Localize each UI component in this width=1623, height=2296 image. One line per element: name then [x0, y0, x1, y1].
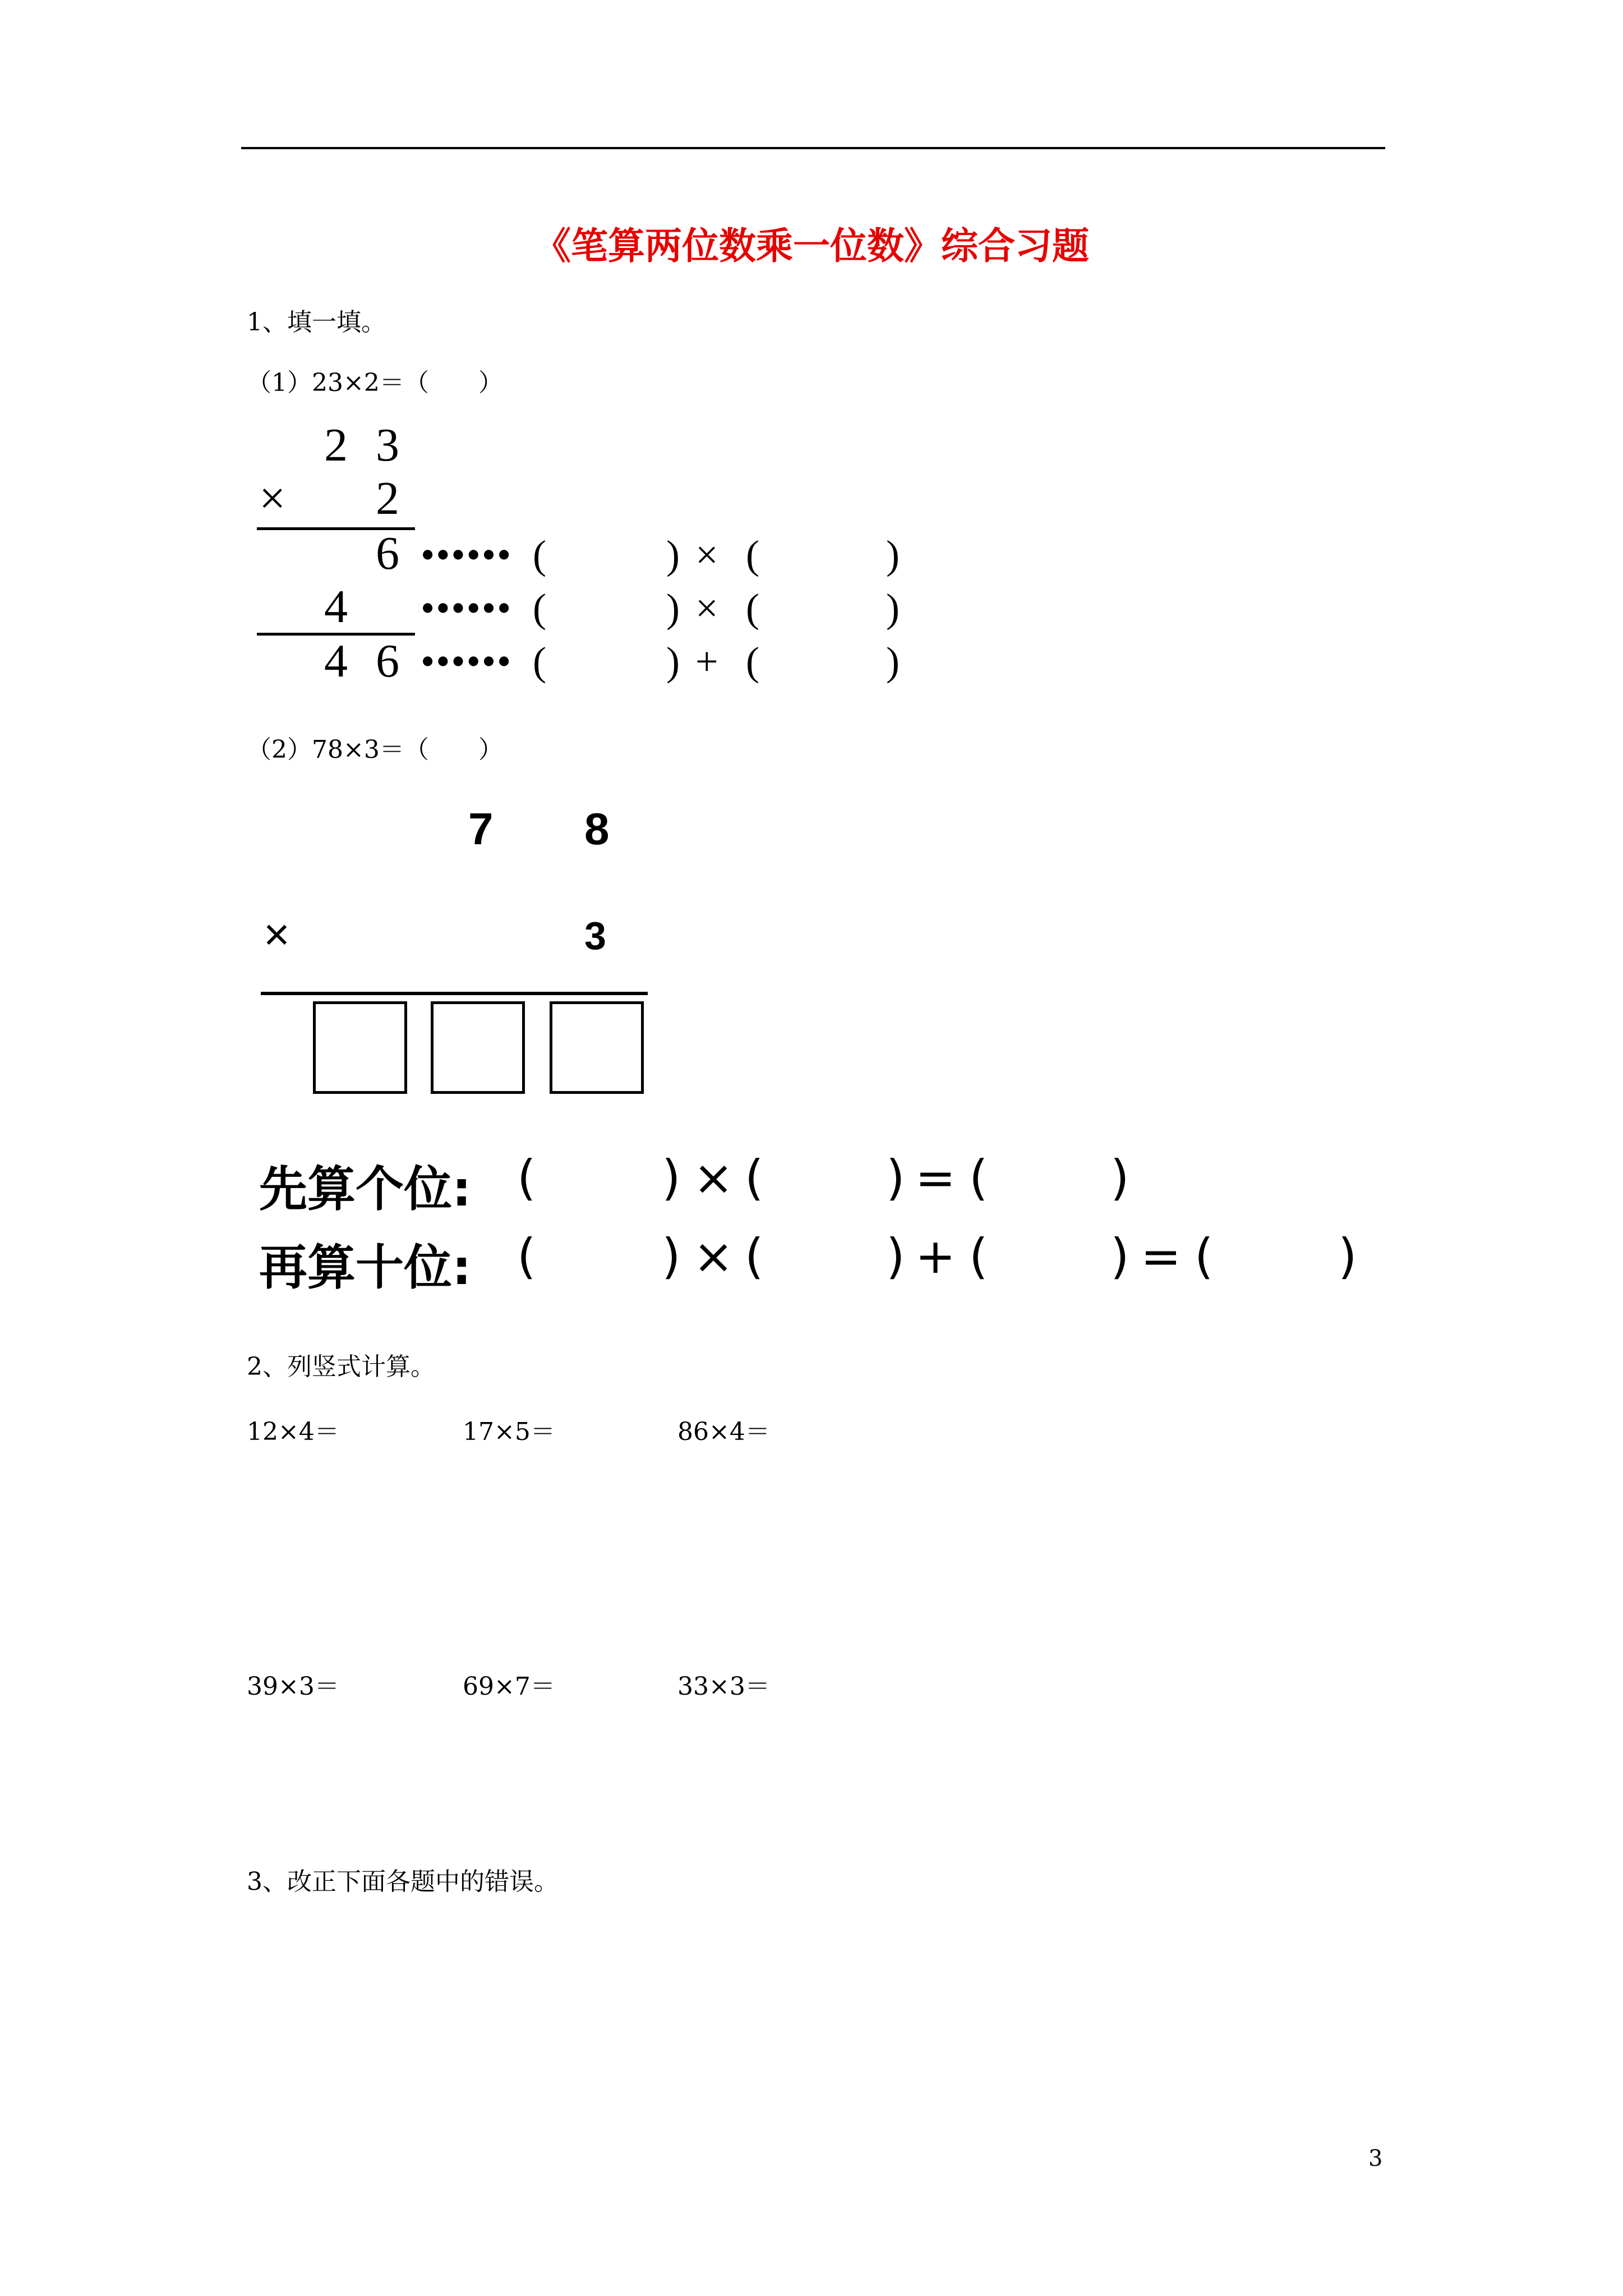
p2-line2-lparen-a: (: [517, 1228, 536, 1285]
p2-line2-rparen-b: ): [886, 1228, 905, 1285]
header-rule: [241, 147, 1385, 149]
p2-answer-box-hundreds[interactable]: [313, 1001, 407, 1094]
problem2-label: （2）78×3＝（ ）: [247, 735, 503, 764]
calc-item-33x3: 33×3＝: [677, 1672, 770, 1701]
section1-heading: 1、填一填。: [247, 308, 386, 337]
p2-line2-lparen-b: (: [745, 1228, 764, 1285]
p1-row3-lparen-a: (: [533, 639, 546, 684]
section3-heading: 3、改正下面各题中的错误。: [247, 1867, 559, 1896]
calc-item-12x4: 12×4＝: [247, 1418, 339, 1446]
p2-line1-lparen-b: (: [745, 1150, 764, 1206]
p1-multiplier: 2: [376, 472, 399, 524]
p1-row2-rparen-b: ): [886, 586, 900, 631]
p1-row1-rparen-a: ): [666, 532, 680, 577]
problem1-label: （1）23×2＝（ ）: [247, 369, 503, 397]
p1-row3-rparen-a: ): [666, 639, 680, 684]
p1-top-ones: 3: [376, 419, 399, 471]
p1-row2-rparen-a: ): [666, 586, 680, 631]
p2-multiplier: 3: [584, 914, 606, 958]
calc-item-69x7: 69×7＝: [463, 1672, 555, 1701]
p2-line2-label: 再算十位:: [259, 1240, 472, 1296]
p2-line1-rparen-a: ): [662, 1150, 681, 1206]
p1-row1-lparen-b: (: [746, 532, 759, 577]
p1-row1-lparen-a: (: [533, 532, 546, 577]
p1-row2-result: 4: [324, 581, 348, 633]
p1-row3-ones: 6: [376, 635, 399, 687]
p2-top-ones: 8: [584, 804, 610, 854]
p2-top-tens: 7: [468, 804, 494, 854]
p2-line2-rparen-c: ): [1110, 1228, 1129, 1285]
p1-row3-tens: 4: [324, 635, 348, 687]
p2-line1-lparen-c: (: [969, 1150, 988, 1206]
p2-line2-plus: +: [915, 1228, 956, 1285]
section2-heading: 2、列竖式计算。: [247, 1352, 435, 1381]
p2-line: [261, 992, 648, 995]
p2-line1-eq: =: [915, 1150, 956, 1206]
page-number: 3: [1368, 2146, 1383, 2171]
p1-row1-times: ×: [695, 532, 718, 577]
p2-line2-lparen-d: (: [1195, 1228, 1214, 1285]
p1-row1-result: 6: [376, 527, 399, 579]
p2-line2-rparen-d: ): [1338, 1228, 1357, 1285]
p1-row2-lparen-a: (: [533, 586, 546, 631]
p1-row3-plus: +: [695, 639, 718, 684]
p1-row2-times: ×: [695, 586, 718, 631]
p2-line1-rparen-c: ): [1110, 1150, 1129, 1206]
p2-line1-rparen-b: ): [886, 1150, 905, 1206]
page-title: 《笔算两位数乘一位数》综合习题: [534, 224, 1089, 268]
p1-multiply-sign: ×: [259, 472, 286, 524]
p1-row1-rparen-b: ): [886, 532, 900, 577]
calc-item-86x4: 86×4＝: [677, 1418, 770, 1446]
p1-row3-lparen-b: (: [746, 639, 759, 684]
p2-line1-label: 先算个位:: [259, 1161, 472, 1217]
p1-row1-dots: ••••••: [421, 532, 513, 577]
p1-top-tens: 2: [324, 419, 348, 471]
p2-line2-lparen-c: (: [969, 1228, 988, 1285]
p1-row3-dots: ••••••: [421, 639, 513, 684]
calc-item-17x5: 17×5＝: [463, 1418, 555, 1446]
p2-line1-times: ×: [693, 1150, 734, 1206]
p1-row2-lparen-b: (: [746, 586, 759, 631]
p1-row2-dots: ••••••: [421, 586, 513, 631]
p2-line2-times: ×: [693, 1228, 734, 1285]
p1-row3-rparen-b: ): [886, 639, 900, 684]
p2-line1-lparen-a: (: [517, 1150, 536, 1206]
p2-line2-rparen-a: ): [662, 1228, 681, 1285]
p2-multiply-sign: ×: [264, 909, 290, 959]
p2-answer-box-ones[interactable]: [550, 1001, 644, 1094]
p2-line2-eq: =: [1141, 1228, 1182, 1285]
p2-answer-box-tens[interactable]: [431, 1001, 525, 1094]
calc-item-39x3: 39×3＝: [247, 1672, 339, 1701]
